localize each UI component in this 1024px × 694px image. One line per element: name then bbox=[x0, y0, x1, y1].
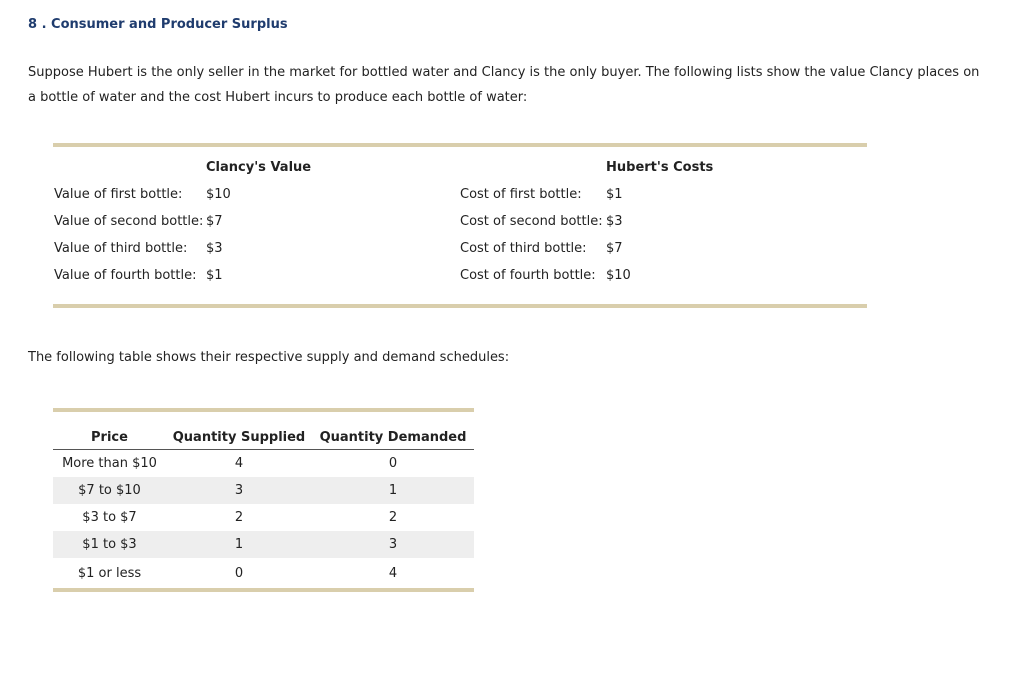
table-row bbox=[53, 558, 474, 590]
table-row bbox=[53, 477, 474, 504]
price-cell: $7 to $10 bbox=[53, 477, 166, 504]
table-header-row bbox=[53, 410, 474, 450]
table-row bbox=[53, 504, 474, 531]
schedule-intro: The following table shows their respective supply and demand schedules: bbox=[28, 350, 510, 365]
quantity-supplied-cell: 4 bbox=[234, 456, 244, 471]
table-row bbox=[53, 450, 474, 478]
price-header: Price bbox=[53, 410, 166, 450]
top-rule bbox=[53, 143, 867, 147]
quantity-supplied-cell: 1 bbox=[166, 531, 312, 558]
hubert-costs-heading: Hubert's Costs bbox=[606, 160, 714, 175]
schedule-table bbox=[53, 408, 474, 592]
quantity-demanded-cell: 3 bbox=[312, 531, 474, 558]
value-label: Value of fourth bottle: bbox=[54, 268, 197, 283]
cost-label: Cost of first bottle: bbox=[460, 187, 582, 202]
cost-amount: $10 bbox=[606, 268, 631, 283]
quantity-supplied-cell: 2 bbox=[234, 510, 244, 525]
price-cell: $3 to $7 bbox=[82, 510, 137, 525]
quantity-supplied-header: Quantity Supplied bbox=[166, 410, 312, 450]
quantity-demanded-header: Quantity Demanded bbox=[312, 410, 474, 450]
value-amount: $10 bbox=[206, 187, 231, 202]
value-amount: $7 bbox=[206, 214, 223, 229]
value-label: Value of second bottle: bbox=[54, 214, 204, 229]
cost-label: Cost of third bottle: bbox=[460, 241, 587, 256]
cost-label: Cost of fourth bottle: bbox=[460, 268, 596, 283]
quantity-demanded-cell: 4 bbox=[388, 565, 398, 581]
quantity-supplied-cell: 0 bbox=[234, 565, 244, 581]
page-title: 8 . Consumer and Producer Surplus bbox=[28, 17, 288, 32]
quantity-demanded-cell: 0 bbox=[388, 456, 398, 471]
cost-amount: $1 bbox=[606, 187, 623, 202]
cost-label: Cost of second bottle: bbox=[460, 214, 603, 229]
value-amount: $1 bbox=[206, 268, 223, 283]
value-amount: $3 bbox=[206, 241, 223, 256]
value-label: Value of third bottle: bbox=[54, 241, 188, 256]
clancy-value-heading: Clancy's Value bbox=[206, 160, 312, 175]
intro-paragraph: Suppose Hubert is the only seller in the market for bottled water and Clancy is the only buyer. The following lists show the value Clancy places on a bottle of water and the cost Hubert incurs to produce each bottle of water: bbox=[28, 65, 980, 105]
quantity-demanded-cell: 1 bbox=[312, 477, 474, 504]
quantity-supplied-cell: 3 bbox=[166, 477, 312, 504]
price-cell: $1 to $3 bbox=[53, 531, 166, 558]
quantity-demanded-cell: 2 bbox=[388, 510, 398, 525]
bottom-rule bbox=[53, 304, 867, 308]
table-row bbox=[53, 531, 474, 558]
price-cell: More than $10 bbox=[62, 456, 157, 471]
price-cell: $1 or less bbox=[77, 565, 142, 581]
cost-amount: $3 bbox=[606, 214, 623, 229]
value-label: Value of first bottle: bbox=[54, 187, 183, 202]
cost-amount: $7 bbox=[606, 241, 623, 256]
